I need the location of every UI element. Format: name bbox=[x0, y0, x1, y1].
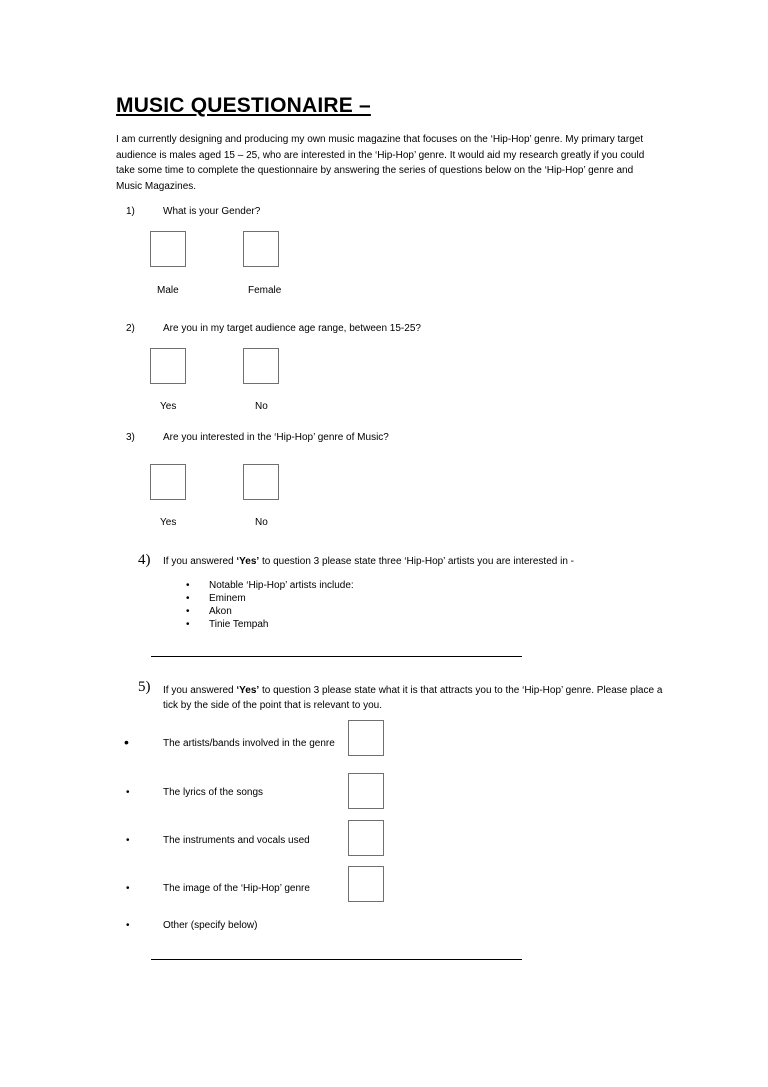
question-2-text: Are you in my target audience age range, between 15-25? bbox=[163, 323, 421, 334]
bullet-icon: • bbox=[126, 787, 130, 798]
question-5-text: If you answered ‘Yes’ to question 3 please state what it is that attracts you to the ‘Hip-Hop’ genre. Please place a tick by the side of the point that is relevant to you. bbox=[163, 685, 663, 711]
image-genre-checkbox[interactable] bbox=[348, 866, 384, 902]
female-label: Female bbox=[248, 285, 282, 296]
bullet-icon: • bbox=[126, 835, 130, 846]
attraction-option-label: The image of the ‘Hip-Hop’ genre bbox=[163, 883, 310, 894]
artist-list-item: Akon bbox=[209, 606, 232, 617]
hiphop-yes-label: Yes bbox=[160, 517, 177, 528]
instruments-vocals-checkbox[interactable] bbox=[348, 820, 384, 856]
attraction-option-label: The artists/bands involved in the genre bbox=[163, 738, 335, 749]
question-4-text: If you answered ‘Yes’ to question 3 please state three ‘Hip-Hop’ artists you are interested in - bbox=[163, 556, 574, 567]
attraction-option-label: The lyrics of the songs bbox=[163, 787, 264, 798]
question-1-number: 1) bbox=[126, 206, 135, 217]
hiphop-no-checkbox[interactable] bbox=[243, 464, 279, 500]
bullet-icon: • bbox=[126, 883, 130, 894]
question-2-number: 2) bbox=[126, 323, 135, 334]
bullet-icon: • bbox=[186, 606, 190, 617]
attraction-option-label: The instruments and vocals used bbox=[163, 835, 310, 846]
other-answer-line[interactable] bbox=[151, 959, 522, 960]
bullet-icon: • bbox=[126, 920, 130, 931]
age-yes-checkbox[interactable] bbox=[150, 348, 186, 384]
bullet-icon: • bbox=[124, 734, 129, 750]
question-5-number: 5) bbox=[138, 679, 151, 695]
artists-bands-checkbox[interactable] bbox=[348, 720, 384, 756]
artist-list-item: Eminem bbox=[209, 593, 246, 604]
artist-list-item: Notable ‘Hip-Hop’ artists include: bbox=[209, 580, 354, 591]
attraction-option-label: Other (specify below) bbox=[163, 920, 258, 931]
male-checkbox[interactable] bbox=[150, 231, 186, 267]
age-no-label: No bbox=[255, 401, 268, 412]
bullet-icon: • bbox=[186, 580, 190, 591]
bullet-icon: • bbox=[186, 619, 190, 630]
intro-paragraph: I am currently designing and producing my own music magazine that focuses on the ‘Hip-Hop’ genre. My primary target audience is males aged 15 – 25, who are interested in the ‘Hip-Hop’ genre. It would aid my research greatly if you could take some time to complete the questionnaire by answering the series of questions below on the ‘Hip-Hop’ genre and Music Magazines. bbox=[116, 134, 645, 192]
page-title: MUSIC QUESTIONAIRE – bbox=[116, 94, 371, 117]
artists-answer-line[interactable] bbox=[151, 656, 522, 657]
female-checkbox[interactable] bbox=[243, 231, 279, 267]
question-1-text: What is your Gender? bbox=[163, 206, 261, 217]
age-no-checkbox[interactable] bbox=[243, 348, 279, 384]
bullet-icon: • bbox=[186, 593, 190, 604]
question-3-number: 3) bbox=[126, 432, 135, 443]
male-label: Male bbox=[157, 285, 179, 296]
question-4-number: 4) bbox=[138, 552, 151, 568]
artist-list-item: Tinie Tempah bbox=[209, 619, 269, 630]
question-3-text: Are you interested in the ‘Hip-Hop’ genre of Music? bbox=[163, 432, 389, 443]
age-yes-label: Yes bbox=[160, 401, 177, 412]
lyrics-checkbox[interactable] bbox=[348, 773, 384, 809]
hiphop-no-label: No bbox=[255, 517, 268, 528]
hiphop-yes-checkbox[interactable] bbox=[150, 464, 186, 500]
